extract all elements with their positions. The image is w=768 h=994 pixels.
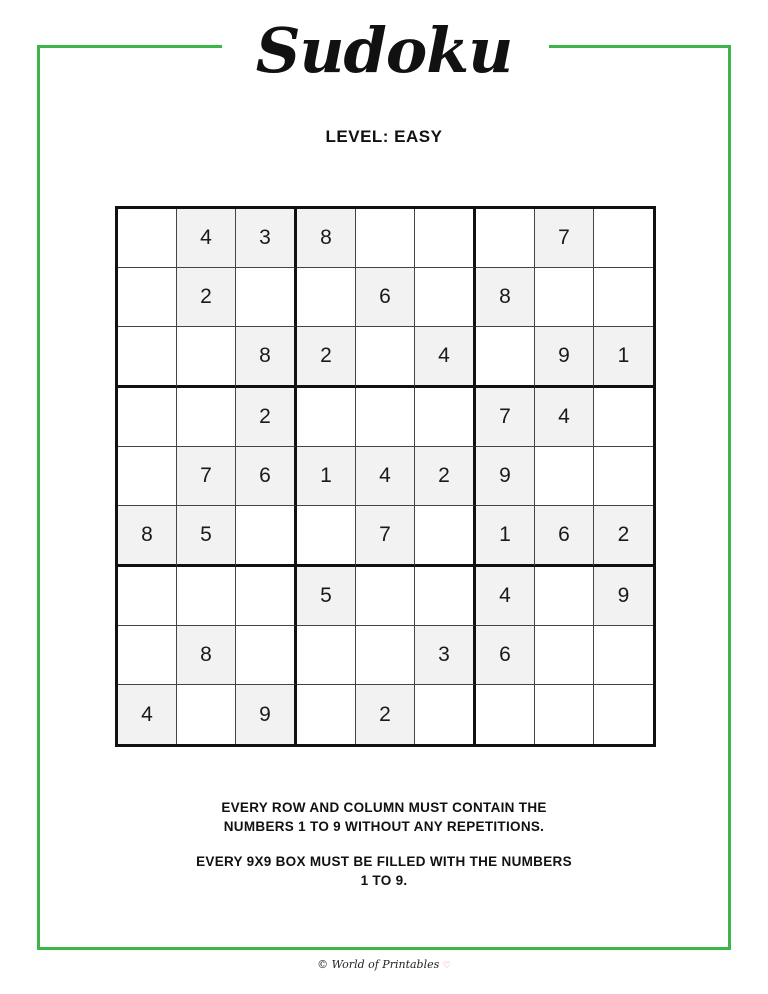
empty-cell[interactable]: [594, 447, 653, 506]
empty-cell[interactable]: [356, 567, 415, 626]
empty-cell[interactable]: [356, 327, 415, 388]
empty-cell[interactable]: [535, 626, 594, 685]
empty-cell[interactable]: [297, 626, 356, 685]
empty-cell[interactable]: [356, 209, 415, 268]
given-cell: 4: [118, 685, 177, 744]
empty-cell[interactable]: [535, 447, 594, 506]
given-cell: 5: [177, 506, 236, 567]
empty-cell[interactable]: [535, 268, 594, 327]
given-cell: 4: [535, 388, 594, 447]
empty-cell[interactable]: [415, 388, 476, 447]
given-cell: 1: [476, 506, 535, 567]
brand-name: World of Printables: [331, 958, 440, 971]
empty-cell[interactable]: [594, 268, 653, 327]
empty-cell[interactable]: [356, 388, 415, 447]
empty-cell[interactable]: [594, 388, 653, 447]
board-row: [118, 506, 653, 567]
empty-cell[interactable]: [177, 327, 236, 388]
given-cell: 9: [594, 567, 653, 626]
rule-line: 1 TO 9.: [360, 873, 408, 888]
given-cell: 8: [118, 506, 177, 567]
board-row: [118, 209, 653, 268]
empty-cell[interactable]: [415, 209, 476, 268]
given-cell: 6: [476, 626, 535, 685]
empty-cell[interactable]: [236, 567, 297, 626]
board-row: [118, 685, 653, 744]
given-cell: 4: [356, 447, 415, 506]
board-row: [118, 567, 653, 626]
board-row: [118, 268, 653, 327]
board-row: [118, 388, 653, 447]
given-cell: 5: [297, 567, 356, 626]
empty-cell[interactable]: [177, 388, 236, 447]
given-cell: 9: [476, 447, 535, 506]
rule-line: NUMBERS 1 TO 9 WITHOUT ANY REPETITIONS.: [223, 819, 545, 834]
empty-cell[interactable]: [118, 268, 177, 327]
empty-cell[interactable]: [356, 626, 415, 685]
given-cell: 8: [236, 327, 297, 388]
given-cell: 2: [594, 506, 653, 567]
copyright-icon: ©: [317, 958, 329, 971]
sudoku-board: [115, 206, 656, 747]
empty-cell[interactable]: [236, 506, 297, 567]
board-row: [118, 447, 653, 506]
empty-cell[interactable]: [177, 685, 236, 744]
given-cell: 2: [236, 388, 297, 447]
empty-cell[interactable]: [415, 506, 476, 567]
given-cell: 2: [356, 685, 415, 744]
empty-cell[interactable]: [118, 447, 177, 506]
given-cell: 2: [415, 447, 476, 506]
frame-bottom: [37, 947, 731, 950]
empty-cell[interactable]: [118, 209, 177, 268]
empty-cell[interactable]: [594, 685, 653, 744]
given-cell: 1: [594, 327, 653, 388]
given-cell: 9: [535, 327, 594, 388]
rule-line: EVERY ROW AND COLUMN MUST CONTAIN THE: [221, 800, 547, 815]
given-cell: 7: [177, 447, 236, 506]
given-cell: 6: [236, 447, 297, 506]
given-cell: 7: [535, 209, 594, 268]
given-cell: 2: [297, 327, 356, 388]
empty-cell[interactable]: [297, 506, 356, 567]
given-cell: 8: [476, 268, 535, 327]
page-title: Sudoku: [255, 14, 513, 87]
empty-cell[interactable]: [594, 626, 653, 685]
empty-cell[interactable]: [236, 268, 297, 327]
given-cell: 3: [236, 209, 297, 268]
heart-icon: ♡: [442, 961, 451, 971]
given-cell: 6: [535, 506, 594, 567]
given-cell: 6: [356, 268, 415, 327]
rules-text: [0, 798, 768, 906]
empty-cell[interactable]: [297, 268, 356, 327]
given-cell: 4: [415, 327, 476, 388]
board-row: [118, 626, 653, 685]
empty-cell[interactable]: [476, 685, 535, 744]
empty-cell[interactable]: [297, 388, 356, 447]
footer-brand: [0, 958, 768, 971]
given-cell: 7: [356, 506, 415, 567]
given-cell: 4: [476, 567, 535, 626]
empty-cell[interactable]: [476, 209, 535, 268]
given-cell: 8: [297, 209, 356, 268]
given-cell: 8: [177, 626, 236, 685]
given-cell: 4: [177, 209, 236, 268]
level-label: LEVEL: EASY: [325, 127, 443, 146]
empty-cell[interactable]: [415, 685, 476, 744]
empty-cell[interactable]: [415, 268, 476, 327]
empty-cell[interactable]: [118, 626, 177, 685]
empty-cell[interactable]: [118, 567, 177, 626]
given-cell: 9: [236, 685, 297, 744]
rule-line: EVERY 9X9 BOX MUST BE FILLED WITH THE NUMBERS: [196, 854, 572, 869]
given-cell: 3: [415, 626, 476, 685]
empty-cell[interactable]: [118, 327, 177, 388]
empty-cell[interactable]: [118, 388, 177, 447]
given-cell: 2: [177, 268, 236, 327]
empty-cell[interactable]: [594, 209, 653, 268]
empty-cell[interactable]: [476, 327, 535, 388]
board-row: [118, 327, 653, 388]
empty-cell[interactable]: [415, 567, 476, 626]
given-cell: 1: [297, 447, 356, 506]
empty-cell[interactable]: [535, 567, 594, 626]
given-cell: 7: [476, 388, 535, 447]
empty-cell[interactable]: [236, 626, 297, 685]
empty-cell[interactable]: [535, 685, 594, 744]
empty-cell[interactable]: [177, 567, 236, 626]
empty-cell[interactable]: [297, 685, 356, 744]
